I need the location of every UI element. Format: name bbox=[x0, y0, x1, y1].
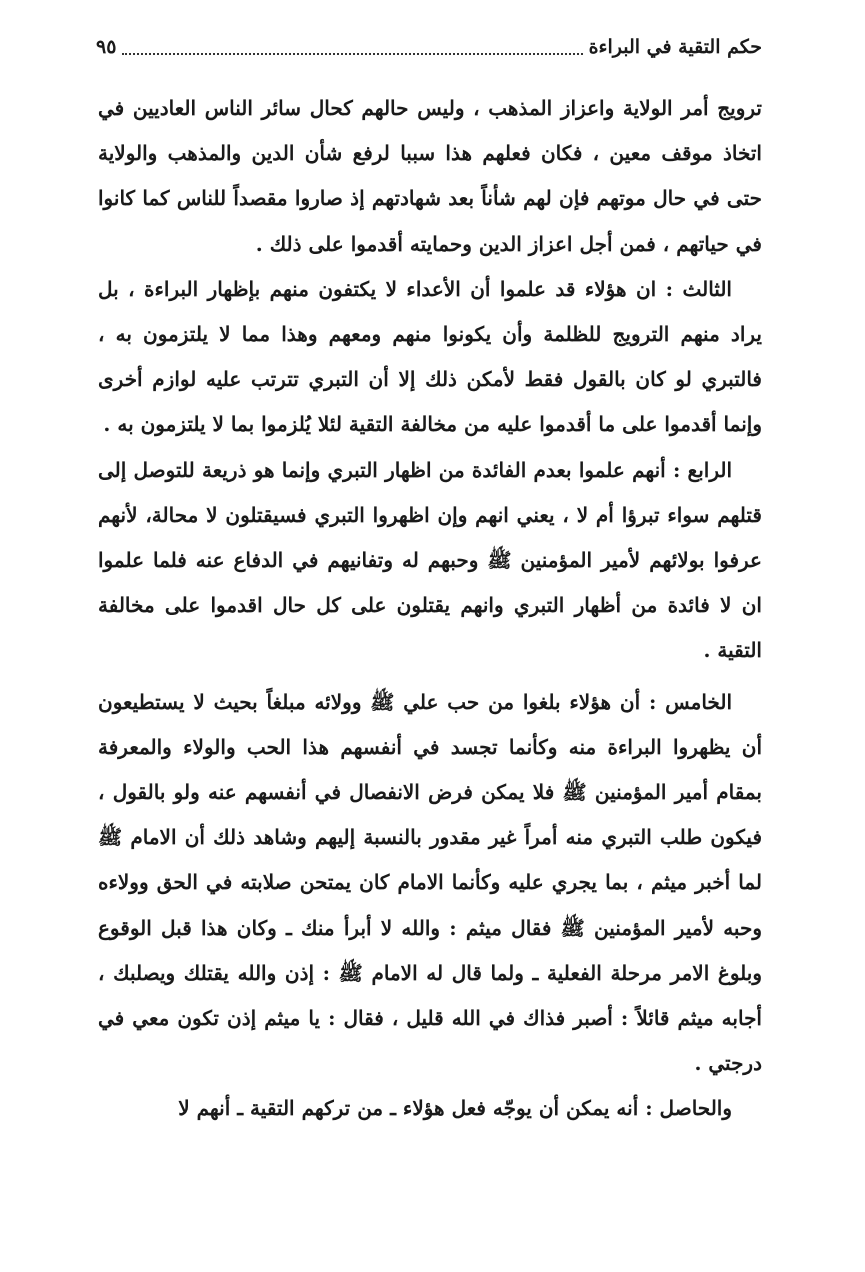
header-title: حكم التقية في البراءة bbox=[588, 36, 762, 58]
body-text bbox=[98, 86, 762, 1132]
paragraph-continuation: ترويج أمر الولاية واعزاز المذهب ، وليس حالهم كحال سائر الناس العاديين في اتخاذ موقف معين ، فكان فعلهم هذا سببا لرفع شأن الدين والمذهب والولاية حتى في حال موتهم فإن لهم شأناً بعد شهادتهم إذ صاروا مقصداً للناس كما كانوا في حياتهم ، فمن أجل اعزاز الدين وحمايته أقدموا على ذلك . bbox=[98, 96, 762, 256]
paragraph-conclusion: والحاصل : أنه يمكن أن يوجّه فعل هؤلاء ـ من تركهم التقية ـ أنهم لا bbox=[178, 1096, 732, 1121]
paragraph-fourth-point: الرابع : أنهم علموا بعدم الفائدة من اظهار التبري وإنما هو ذريعة للتوصل إلى قتلهم سواء تبرؤا أم لا ، يعني انهم وإن اظهروا التبري فسيقتلون لا محالة، لأنهم عرفوا بولائهم لأمير المؤمنين ﷺ وحبهم له وتفانيهم في الدفاع عنه فلما علموا ان لا فائدة من أظهار التبري وانهم يقتلون على كل حال اقدموا على مخالفة التقية . bbox=[98, 457, 762, 663]
page-number: ٩٥ bbox=[96, 36, 117, 58]
paragraph-fifth-point: الخامس : أن هؤلاء بلغوا من حب علي ﷺ وولائه مبلغاً بحيث لا يستطيعون أن يظهروا البراءة منه وكأنما تجسد في أنفسهم هذا الحب والولاء والمعرفة بمقام أمير المؤمنين ﷺ فلا يمكن فرض الانفصال في أنفسهم عنه ولو بالقول ، فيكون طلب التبري منه أمراً غير مقدور بالنسبة إليهم وشاهد ذلك أن الامام ﷺ لما أخبر ميثم ، بما يجري عليه وكأنما الامام كان يمتحن صلابته في الحق وولاءه وحبه لأمير المؤمنين ﷺ فقال ميثم : والله لا أبرأ منك ـ وكان هذا قبل الوقوع وبلوغ الامر مرحلة الفعلية ـ ولما قال له الامام ﷺ : إذن والله يقتلك ويصلبك ، أجابه ميثم قائلاً : أصبر فذاك في الله قليل ، فقال : يا ميثم إذن تكون معي في درجتي . bbox=[98, 689, 762, 1076]
paragraph-third-point: الثالث : ان هؤلاء قد علموا أن الأعداء لا يكتفون منهم بإظهار البراءة ، بل يراد منهم الترويج للظلمة وأن يكونوا منهم ومعهم وهذا مما لا يلتزمون به ، فالتبري لو كان بالقول فقط لأمكن ذلك إلا أن التبري تترتب عليه لوازم أخرى وإنما أقدموا على ما أقدموا عليه من مخالفة التقية لئلا يُلزموا بما لا يلتزمون به . bbox=[98, 276, 762, 437]
running-header bbox=[96, 30, 762, 64]
header-dotted-leader bbox=[122, 52, 582, 55]
